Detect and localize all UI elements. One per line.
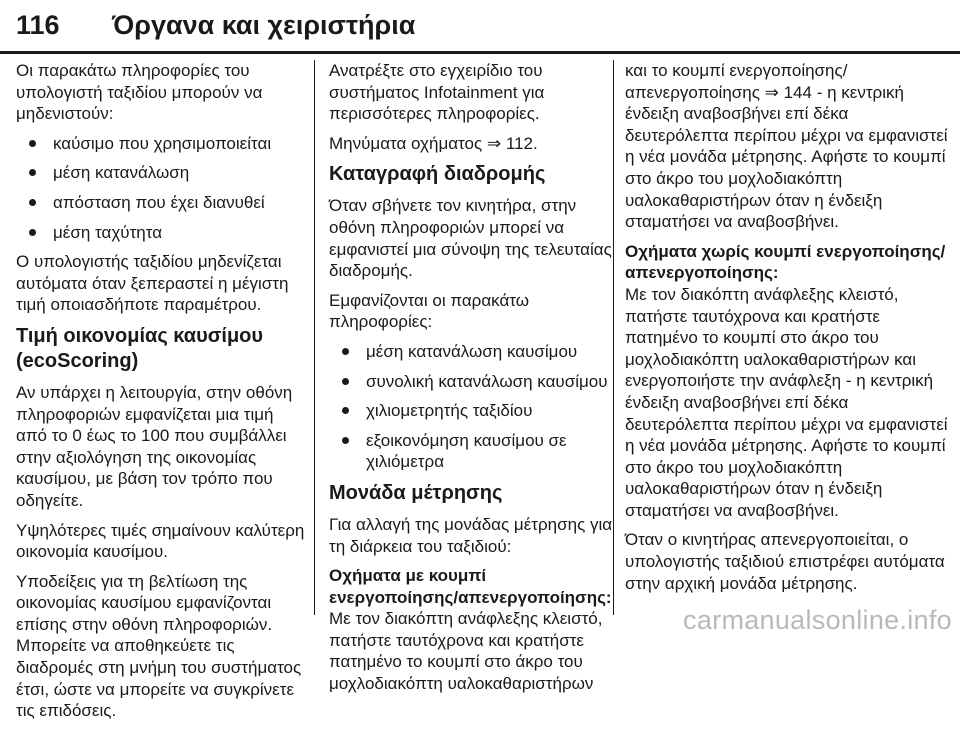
with-button-continued: και το κουμπί ενεργοποίησης/απενεργοποίησης ⇒ 144 - η κεντρική ένδειξη αναβοσβήνει επί δέκα δευτερόλεπτα περίπου μέχρι να εμφανιστεί η νέα μονάδα μέτρησης. Αφήστε το κουμπί στο άκρο του μοχλοδιακόπτη υαλοκαθαριστήρων όταν η ένδειξη σταματήσει να αναβοσβήνει. — [625, 61, 948, 232]
page-header — [0, 0, 960, 58]
list-item: μέση ταχύτητα — [16, 222, 306, 244]
reset-list — [16, 133, 306, 243]
page-title: Όργανα και χειριστήρια — [112, 10, 416, 40]
infotainment-paragraph: Ανατρέξτε στο εγχειρίδιο του συστήματος Infotainment για περισσότερες πληροφορίες. — [329, 61, 545, 124]
eco-paragraph-1: Αν υπάρχει η λειτουργία, στην οθόνη πληροφοριών εμφανίζεται μια τιμή από το 0 έως το 100 που συμβάλλει στην αξιολόγηση της οικονομίας καυσίμου, με βάση τον τρόπο που οδηγείτε. — [16, 382, 293, 510]
subheading-with-button: Οχήματα με κουμπί ενεργοποίησης/απενεργοποίησης: — [329, 566, 612, 607]
reset-intro: Οι παρακάτω πληροφορίες του υπολογιστή ταξιδίου μπορούν να μηδενιστούν: — [16, 61, 263, 124]
unit-paragraph: Για αλλαγή της μονάδας μέτρησης για τη διάρκεια του ταξιδιού: — [329, 514, 613, 556]
list-item: χιλιομετρητής ταξιδίου — [329, 400, 615, 422]
trip-info-list — [329, 341, 615, 473]
heading-unit: Μονάδα μέτρησης — [329, 481, 503, 504]
trip-paragraph-2: Εμφανίζονται οι παρακάτω πληροφορίες: — [329, 290, 530, 332]
engine-off-paragraph: Όταν ο κινητήρας απενεργοποιείται, ο υπολογιστής ταξιδιού επιστρέφει αυτόματα στην αρχική μονάδα μέτρησης. — [625, 530, 945, 593]
vehicle-messages-reference: Μηνύματα οχήματος ⇒ 112. — [329, 133, 538, 153]
list-item: συνολική κατανάλωση καυσίμου — [329, 371, 615, 393]
list-item: μέση κατανάλωση — [16, 162, 306, 184]
without-button-paragraph: Με τον διακόπτη ανάφλεξης κλειστό, πατήστε ταυτόχρονα και κρατήστε πατημένο το κουμπί στο άκρο του μοχλοδιακόπτη υαλοκαθαριστήρων και ενεργοποιήστε την ανάφλεξη - η κεντρική ένδειξη αναβοσβήνει επί δέκα δευτερόλεπτα περίπου μέχρι να εμφανιστεί η νέα μονάδα μέτρησης. Αφήστε το κουμπί στο άκρο του μοχλοδιακόπτη υαλοκαθαριστήρων όταν η ένδειξη σταματήσει να αναβοσβήνει. — [625, 284, 948, 520]
heading-eco-scoring: Τιμή οικονομίας καυσίμου (ecoScoring) — [16, 324, 264, 372]
header-rule — [0, 51, 960, 54]
column-1 — [16, 60, 306, 730]
page-number: 116 — [16, 10, 60, 40]
watermark: carmanualsonline.info — [683, 605, 952, 635]
subheading-without-button: Οχήματα χωρίς κουμπί ενεργοποίησης/απενεργοποίησης: — [625, 241, 946, 283]
list-item: καύσιμο που χρησιμοποιείται — [16, 133, 306, 155]
eco-paragraph-3: Υποδείξεις για τη βελτίωση της οικονομίας καυσίμου εμφανίζονται επίσης στην οθόνη πληροφοριών. Μπορείτε να αποθηκεύετε τις διαδρομές στη μνήμη του συστήματος έτσι, ώστε να μπορείτε να συγκρίνετε τις επιδόσεις. — [16, 571, 302, 721]
column-2 — [329, 60, 615, 703]
heading-trip-log: Καταγραφή διαδρομής — [329, 163, 546, 186]
list-item: απόσταση που έχει διανυθεί — [16, 192, 306, 214]
with-button-paragraph: Με τον διακόπτη ανάφλεξης κλειστό, πατήστε ταυτόχρονα και κρατήστε πατημένο το κουμπί στο άκρο του μοχλοδιακόπτη υαλοκαθαριστήρων — [329, 609, 603, 694]
list-item: εξοικονόμηση καυσίμου σε χιλιόμετρα — [329, 430, 615, 473]
eco-paragraph-2: Υψηλότερες τιμές σημαίνουν καλύτερη οικονομία καυσίμου. — [16, 520, 305, 562]
trip-paragraph-1: Όταν σβήνετε τον κινητήρα, στην οθόνη πληροφοριών μπορεί να εμφανιστεί μια σύνοψη της τελευταίας διαδρομής. — [329, 196, 612, 281]
auto-reset-paragraph: Ο υπολογιστής ταξιδίου μηδενίζεται αυτόματα όταν ξεπεραστεί η μέγιστη τιμή οποιασδήποτε παραμέτρου. — [16, 252, 289, 315]
column-3 — [625, 60, 955, 602]
list-item: μέση κατανάλωση καυσίμου — [329, 341, 615, 363]
column-divider-1 — [314, 60, 315, 615]
